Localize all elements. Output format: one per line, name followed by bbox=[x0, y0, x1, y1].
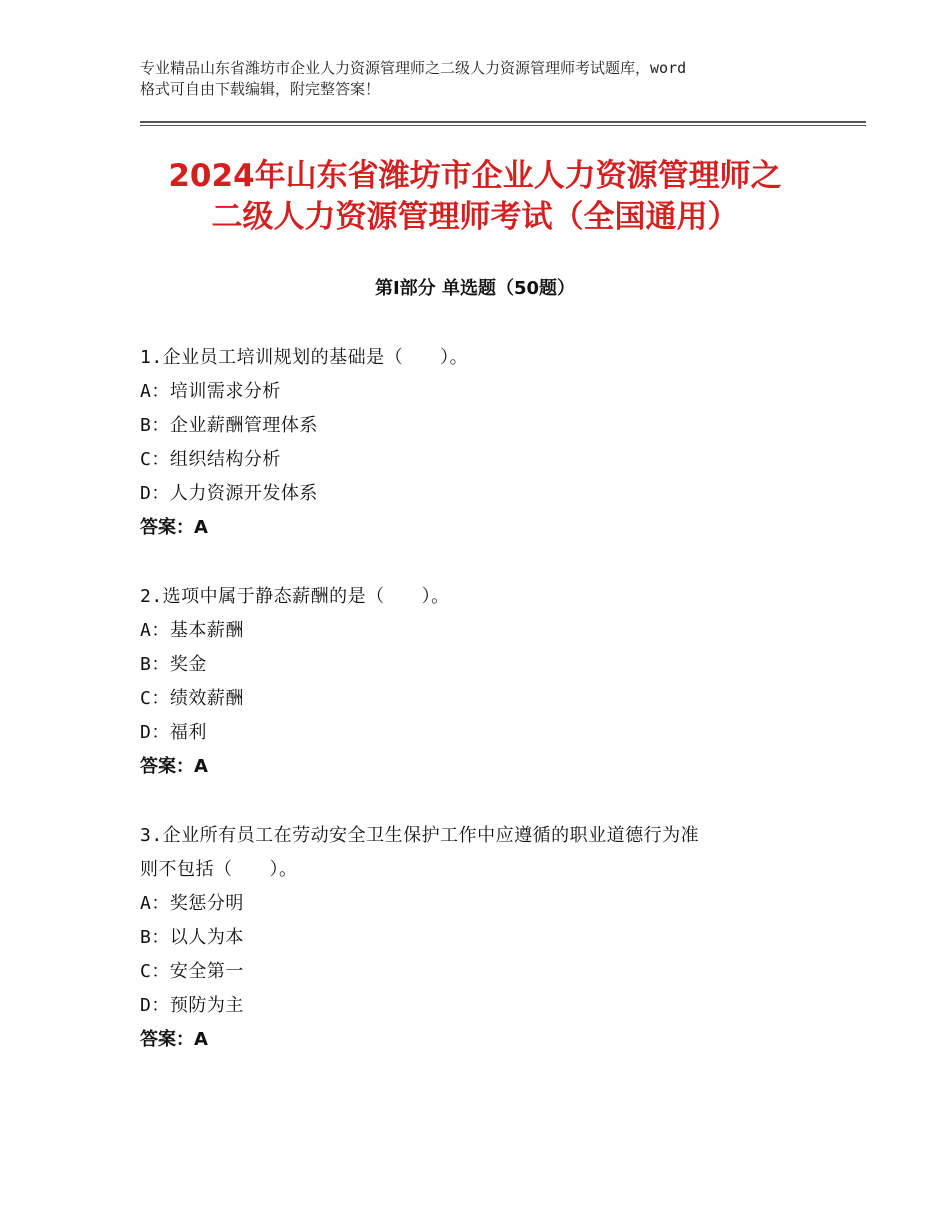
question-stem: 3.企业所有员工在劳动安全卫生保护工作中应遵循的职业道德行为准 bbox=[140, 825, 700, 846]
title-line: 二级人力资源管理师考试（全国通用） bbox=[211, 199, 739, 235]
option-b: B：企业薪酬管理体系 bbox=[140, 415, 318, 436]
option-d: D：预防为主 bbox=[140, 995, 244, 1016]
question-stem-continued: 则不包括（ ）。 bbox=[140, 859, 298, 880]
question-stem: 1.企业员工培训规划的基础是（ ）。 bbox=[140, 347, 469, 368]
title-line: 2024年山东省潍坊市企业人力资源管理师之 bbox=[168, 158, 782, 194]
option-b: B：奖金 bbox=[140, 654, 207, 675]
answer-line: 答案：A bbox=[140, 517, 208, 538]
question-stem: 2.选项中属于静态薪酬的是（ ）。 bbox=[140, 586, 450, 607]
option-c: C：安全第一 bbox=[140, 961, 244, 982]
answer-line: 答案：A bbox=[140, 1029, 208, 1050]
option-d: D：人力资源开发体系 bbox=[140, 483, 318, 504]
option-b: B：以人为本 bbox=[140, 927, 244, 948]
question-block bbox=[140, 819, 840, 1057]
header-divider bbox=[140, 121, 866, 123]
option-a: A：基本薪酬 bbox=[140, 620, 244, 641]
header-divider-thin bbox=[140, 125, 866, 126]
header-note bbox=[140, 58, 830, 100]
document-title bbox=[100, 156, 850, 238]
answer-line: 答案：A bbox=[140, 756, 208, 777]
question-block bbox=[140, 580, 840, 784]
option-a: A：奖惩分明 bbox=[140, 893, 244, 914]
option-c: C：绩效薪酬 bbox=[140, 688, 244, 709]
question-block bbox=[140, 341, 840, 545]
header-note-line: 格式可自由下载编辑，附完整答案！ bbox=[140, 80, 381, 98]
header-note-line: 专业精品山东省潍坊市企业人力资源管理师之二级人力资源管理师考试题库，word bbox=[140, 59, 687, 77]
section-heading: 第Ⅰ部分 单选题（50题） bbox=[374, 278, 575, 299]
option-a: A：培训需求分析 bbox=[140, 381, 281, 402]
option-c: C：组织结构分析 bbox=[140, 449, 281, 470]
option-d: D：福利 bbox=[140, 722, 207, 743]
